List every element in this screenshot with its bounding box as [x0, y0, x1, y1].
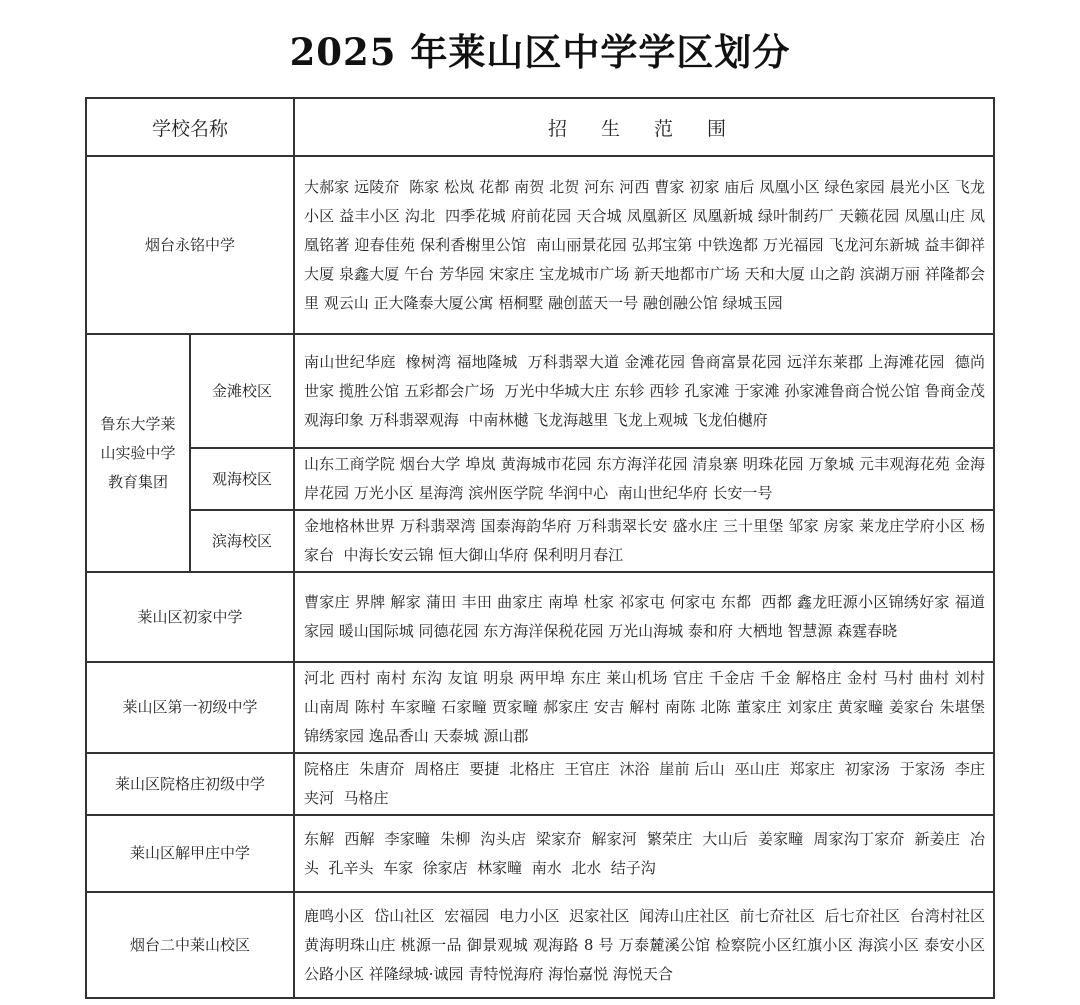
enrollment-area: 东解 西解 李家疃 朱柳 沟头店 梁家夼 解家河 繁荣庄 大山后 姜家疃 周家沟丁家夼 新姜庄 冶头 孔辛头 车家 徐家店 林家疃 南水 北水 结子沟 [294, 815, 994, 892]
enrollment-area: 山东工商学院 烟台大学 埠岚 黄海城市花园 东方海洋花园 清泉寨 明珠花园 万象城 元丰观海花苑 金海岸花园 万光小区 星海湾 滨州医学院 华润中心 南山世纪华府 长安一号 [294, 448, 994, 510]
school-name: 莱山区初家中学 [86, 572, 294, 662]
header-school-name: 学校名称 [86, 98, 294, 156]
enrollment-area: 大郝家 远陵夼 陈家 松岚 花都 南贺 北贺 河东 河西 曹家 初家 庙后 凤凰小区 绿色家园 晨光小区 飞龙小区 益丰小区 沟北 四季花城 府前花园 天合城 凤凰新区 凤凰新城 绿叶制药厂 天籁花园 凤凰山庄 凤凰铭著 迎春佳苑 保利香榭里公馆 南山丽景花园 弘邦宝第 中铁逸都 万光福园 飞龙河东新城 益丰御祥大厦 泉鑫大厦 午台 芳华园 宋家庄 宝龙城市广场 新天地都市广场 天和大厦 山之韵 滨湖万丽 祥隆都会里 观云山 正大隆泰大厦公寓 梧桐墅 融创蓝天一号 融创融公馆 绿城玉园 [294, 156, 994, 334]
school-name: 烟台二中莱山校区 [86, 892, 294, 998]
table-header-row [86, 98, 994, 156]
table-row [86, 662, 994, 753]
table-row [86, 753, 994, 815]
table-row [86, 156, 994, 334]
document-title: 2025 年莱山区中学学区划分 [289, 30, 791, 74]
campus-name: 观海校区 [190, 448, 294, 510]
enrollment-area: 金地格林世界 万科翡翠湾 国泰海韵华府 万科翡翠长安 盛水庄 三十里堡 邹家 房家 莱龙庄学府小区 杨家台 中海长安云锦 恒大御山华府 保利明月春江 [294, 510, 994, 572]
table-row [86, 815, 994, 892]
table-row [86, 892, 994, 998]
enrollment-area: 南山世纪华庭 橡树湾 福地隆城 万科翡翠大道 金滩花园 鲁商富景花园 远洋东莱郡 上海滩花园 德尚世家 揽胜公馆 五彩都会广场 万光中华城大庄 东轸 西轸 孔家滩 于家滩 孙家滩鲁商合悦公馆 鲁商金茂观海印象 万科翡翠观海 中南林樾 飞龙海越里 飞龙上观城 飞龙伯樾府 [294, 334, 994, 448]
table-row [86, 334, 994, 448]
enrollment-area: 曹家庄 界牌 解家 蒲田 丰田 曲家庄 南埠 杜家 祁家屯 何家屯 东都 西都 鑫龙旺源小区锦绣好家 福道家园 暖山国际城 同德花园 东方海洋保税花园 万光山海城 泰和府 大栖地 智慧源 森霆春晓 [294, 572, 994, 662]
table-row [86, 448, 994, 510]
campus-name: 金滩校区 [190, 334, 294, 448]
header-enrollment-range: 招 生 范 围 [294, 98, 994, 156]
table-row [86, 510, 994, 572]
school-name: 莱山区第一初级中学 [86, 662, 294, 753]
district-table [85, 97, 995, 999]
table-row [86, 572, 994, 662]
school-name: 莱山区院格庄初级中学 [86, 753, 294, 815]
enrollment-area: 院格庄 朱唐夼 周格庄 要捷 北格庄 王官庄 沐浴 崖前 后山 巫山庄 郑家庄 初家汤 于家汤 李庄 夹河 马格庄 [294, 753, 994, 815]
school-group-name: 鲁东大学莱山实验中学教育集团 [86, 334, 190, 572]
school-name: 烟台永铭中学 [86, 156, 294, 334]
enrollment-area: 河北 西村 南村 东沟 友谊 明泉 两甲埠 东庄 莱山机场 官庄 千金店 千金 解格庄 金村 马村 曲村 刘村 山南周 陈村 车家疃 石家疃 贾家疃 郝家庄 安吉 解村 南陈 北陈 董家庄 刘家庄 黄家疃 姜家台 朱堪堡 锦绣家园 逸品香山 天泰城 源山郡 [294, 662, 994, 753]
school-name: 莱山区解甲庄中学 [86, 815, 294, 892]
enrollment-area: 鹿鸣小区 岱山社区 宏福园 电力小区 迟家社区 闻涛山庄社区 前七夼社区 后七夼社区 台湾村社区 黄海明珠山庄 桃源一品 御景观城 观海路 8 号 万泰麓溪公馆 检察院小区红旗小区 海滨小区 泰安小区 公路小区 祥隆绿城·诚园 青特悦海府 海怡嘉悦 海悦天合 [294, 892, 994, 998]
campus-name: 滨海校区 [190, 510, 294, 572]
